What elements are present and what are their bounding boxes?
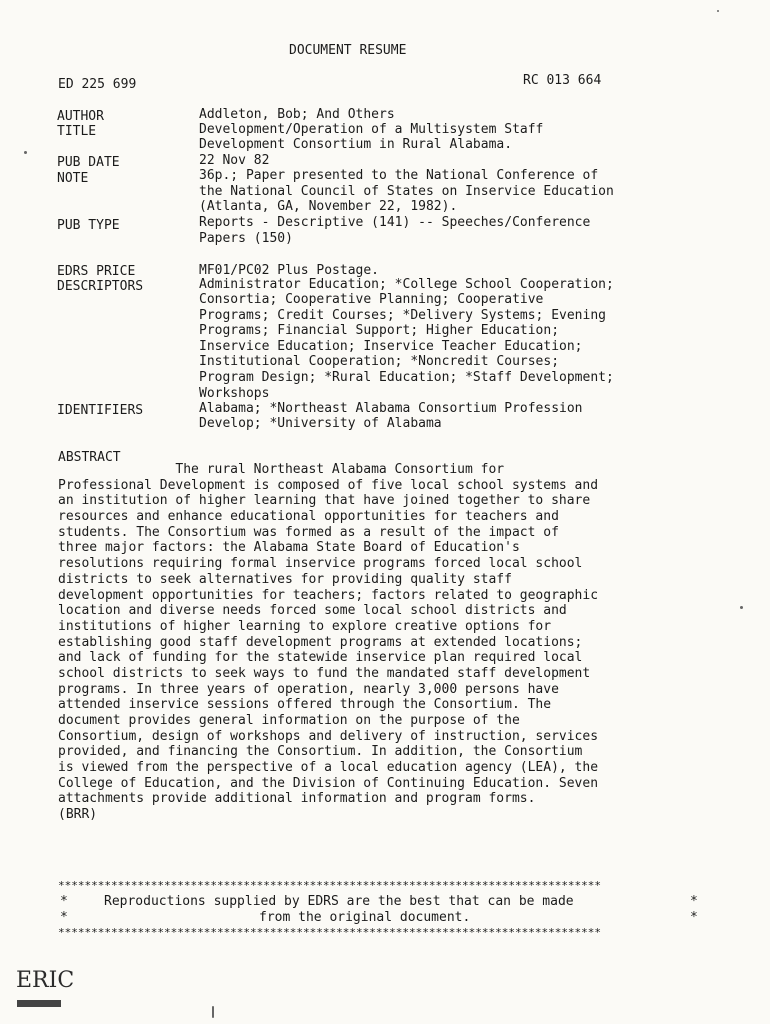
field-value-note-line: the National Council of States on Inservice Education <box>199 184 614 199</box>
field-value-note-line: (Atlanta, GA, November 22, 1982). <box>199 199 458 214</box>
abstract-line: institutions of higher learning to explore creative options for <box>58 618 552 634</box>
field-label-author: AUTHOR <box>57 109 104 124</box>
field-value-identifiers-line: Develop; *University of Alabama <box>199 416 442 431</box>
abstract-line: is viewed from the perspective of a local education agency (LEA), the <box>58 760 599 776</box>
field-value-descriptors-line: Program Design; *Rural Education; *Staff Development; <box>199 370 614 385</box>
field-value-title-line: Development Consortium in Rural Alabama. <box>199 137 513 152</box>
abstract-line: provided, and financing the Consortium. In addition, the Consortium <box>58 744 583 760</box>
field-value-pub-date: 22 Nov 82 <box>199 153 270 168</box>
abstract-line: development opportunities for teachers; factors related to geographic <box>58 587 599 603</box>
abstract-line: districts to seek alternatives for providing quality staff <box>58 571 512 587</box>
field-value-edrs-price: MF01/PC02 Plus Postage. <box>199 263 380 278</box>
field-value-descriptors-line: Consortia; Cooperative Planning; Cooperative <box>199 292 544 307</box>
field-value-pub-type-line: Papers (150) <box>199 231 293 246</box>
abstract-line: (BRR) <box>58 807 98 823</box>
field-label-title: TITLE <box>57 124 97 139</box>
eric-logo-text: ERIC <box>16 968 75 993</box>
field-label-identifiers: IDENTIFIERS <box>57 403 144 418</box>
eric-logo <box>14 966 75 1016</box>
scan-speck <box>717 10 719 12</box>
abstract-line: school districts to seek ways to fund the mandated staff development <box>58 665 591 681</box>
abstract-body <box>58 462 598 823</box>
field-label-note: NOTE <box>57 171 89 186</box>
footer-star-rule-bottom: ********************************************************************************** <box>58 926 602 939</box>
footer-star-rule-top: ********************************************************************************** <box>58 879 602 892</box>
abstract-line: document provides general information on the purpose of the <box>58 713 520 728</box>
abstract-line: establishing good staff development programs at extended locations; <box>58 634 583 650</box>
footer-reproduction-line-2: from the original document. <box>259 910 471 925</box>
footer-star-right: * <box>690 894 698 909</box>
abstract-line: location and diverse needs forced some local school districts and <box>58 603 567 619</box>
footer-star-left: * <box>60 894 68 909</box>
field-value-descriptors-line: Institutional Cooperation; *Noncredit Courses; <box>199 354 560 369</box>
abstract-line: programs. In three years of operation, nearly 3,000 persons have <box>58 681 559 697</box>
footer-star-right: * <box>690 910 698 925</box>
field-value-title-line: Development/Operation of a Multisystem Staff <box>199 122 544 137</box>
abstract-line: resolutions requiring formal inservice programs forced local school <box>58 556 583 572</box>
abstract-line: attended inservice sessions offered through the Consortium. The <box>58 697 552 713</box>
abstract-line: Professional Development is composed of five local school systems and <box>58 477 599 493</box>
footer-star-left: * <box>60 910 68 925</box>
document-title: DOCUMENT RESUME <box>289 43 407 58</box>
footer-reproduction-line-1: Reproductions supplied by EDRS are the best that can be made <box>104 894 574 909</box>
ed-number: ED 225 699 <box>58 77 137 92</box>
abstract-line: students. The Consortium was formed as a result of the impact of <box>58 524 559 540</box>
abstract-line: an institution of higher learning that have joined together to share <box>58 493 591 509</box>
field-value-note-line: 36p.; Paper presented to the National Conference of <box>199 168 599 183</box>
field-label-pub-date: PUB DATE <box>57 155 120 170</box>
abstract-line: resources and enhance educational opportunities for teachers and <box>58 509 559 525</box>
scan-speck <box>740 606 743 609</box>
scan-speck <box>24 151 27 154</box>
abstract-line: The rural Northeast Alabama Consortium for <box>58 462 505 477</box>
abstract-line: College of Education, and the Division of Continuing Education. Seven <box>58 775 599 791</box>
abstract-heading: ABSTRACT <box>58 450 121 465</box>
field-label-descriptors: DESCRIPTORS <box>57 279 144 294</box>
field-label-edrs-price: EDRS PRICE <box>57 264 136 279</box>
field-value-identifiers-line: Alabama; *Northeast Alabama Consortium Profession <box>199 401 583 416</box>
abstract-line: three major factors: the Alabama State Board of Education's <box>58 540 520 556</box>
field-label-pub-type: PUB TYPE <box>57 218 120 233</box>
field-value-descriptors-line: Workshops <box>199 386 270 401</box>
field-value-author: Addleton, Bob; And Others <box>199 107 395 122</box>
field-value-descriptors-line: Inservice Education; Inservice Teacher Education; <box>199 339 583 354</box>
scan-speck <box>212 1006 214 1018</box>
field-value-pub-type-line: Reports - Descriptive (141) -- Speeches/Conference <box>199 215 591 230</box>
field-value-descriptors-line: Programs; Credit Courses; *Delivery Systems; Evening <box>199 308 606 323</box>
rc-number: RC 013 664 <box>523 73 602 88</box>
abstract-line: and lack of funding for the statewide inservice plan required local <box>58 650 583 666</box>
abstract-line: Consortium, design of workshops and delivery of instruction, services <box>58 728 599 744</box>
abstract-line: attachments provide additional information and program forms. <box>58 791 536 807</box>
field-value-descriptors-line: Programs; Financial Support; Higher Education; <box>199 323 560 338</box>
eric-logo-bar <box>17 1000 61 1007</box>
field-value-descriptors-line: Administrator Education; *College School Cooperation; <box>199 277 614 292</box>
